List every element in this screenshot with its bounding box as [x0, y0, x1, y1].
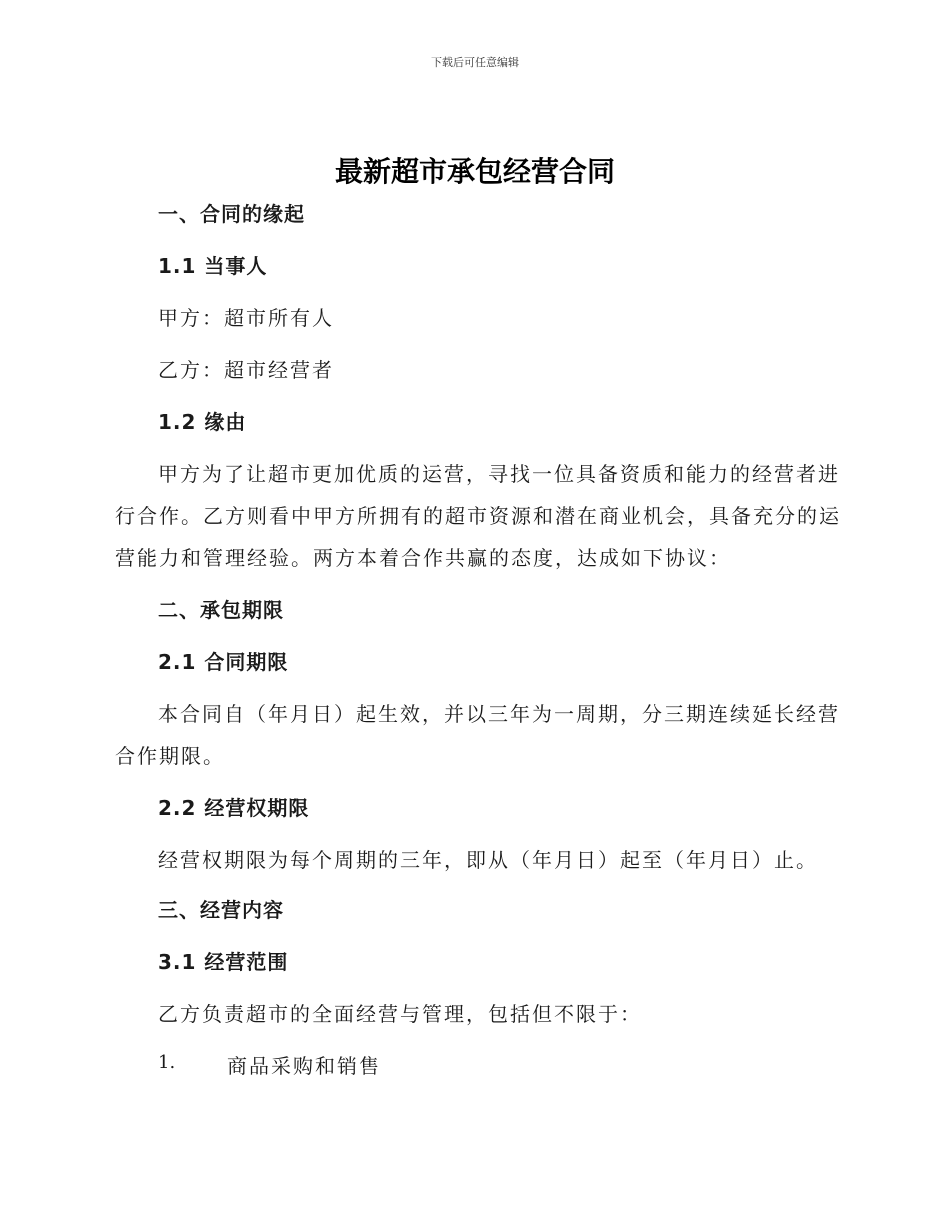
section-1-1-heading: 1.1 当事人	[158, 254, 268, 278]
section-3-1-heading: 3.1 经营范围	[158, 950, 289, 974]
right-term-text: 经营权期限为每个周期的三年，即从（年月日）起至（年月日）止。	[158, 848, 818, 872]
section-2-heading: 二、承包期限	[158, 598, 284, 622]
term-paragraph-line-2: 合作期限。	[115, 744, 225, 768]
section-2-2-heading: 2.2 经营权期限	[158, 796, 310, 820]
header-note: 下载后可任意编辑	[431, 56, 519, 69]
section-1-2-heading: 1.2 缘由	[158, 410, 247, 434]
list-item-number: 1.	[158, 1052, 176, 1073]
section-1-heading: 一、合同的缘起	[158, 202, 305, 226]
party-a-text: 甲方：超市所有人	[158, 306, 334, 330]
reason-paragraph-line-3: 营能力和管理经验。两方本着合作共赢的态度，达成如下协议：	[115, 546, 731, 570]
list-item-text: 商品采购和销售	[227, 1054, 381, 1078]
reason-paragraph-line-1: 甲方为了让超市更加优质的运营，寻找一位具备资质和能力的经营者进	[158, 462, 840, 486]
document-title: 最新超市承包经营合同	[334, 155, 615, 188]
party-b-text: 乙方：超市经营者	[158, 358, 334, 382]
scope-intro-text: 乙方负责超市的全面经营与管理，包括但不限于：	[158, 1002, 642, 1026]
section-3-heading: 三、经营内容	[158, 898, 284, 922]
term-paragraph-line-1: 本合同自（年月日）起生效，并以三年为一周期，分三期连续延长经营	[158, 702, 840, 726]
reason-paragraph-line-2: 行合作。乙方则看中甲方所拥有的超市资源和潜在商业机会，具备充分的运	[115, 504, 841, 528]
section-2-1-heading: 2.1 合同期限	[158, 650, 289, 674]
